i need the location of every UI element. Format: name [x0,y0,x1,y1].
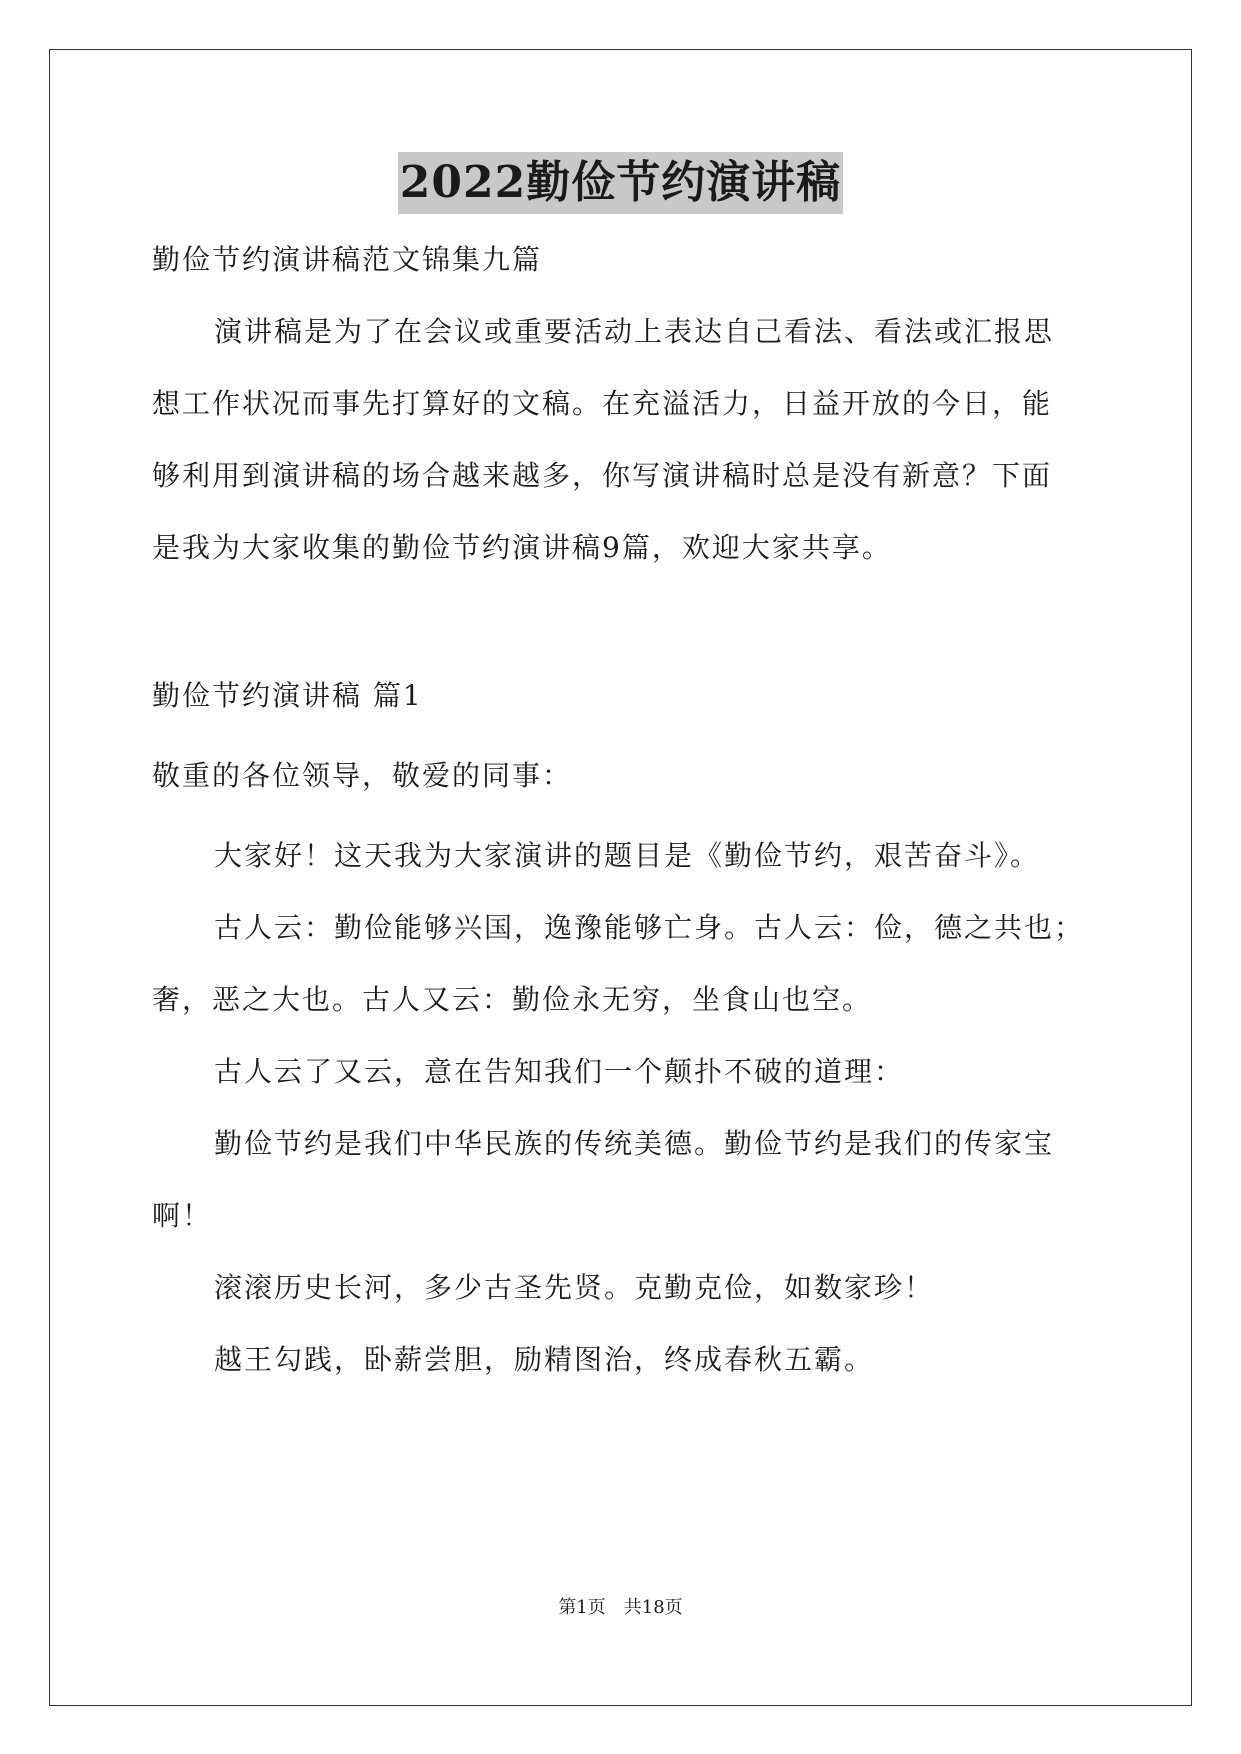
body-line: 古人云：勤俭能够兴国，逸豫能够亡身。古人云：俭，德之共也； [214,911,1085,944]
section-heading: 勤俭节约演讲稿 篇1 [152,679,423,712]
intro-line: 够利用到演讲稿的场合越来越多，你写演讲稿时总是没有新意？下面 [152,459,1053,492]
intro-line: 演讲稿是为了在会议或重要活动上表达自己看法、看法或汇报思 [214,315,1055,348]
page-border [49,49,1192,1706]
page-title: 2022勤俭节约演讲稿 [398,152,843,214]
title-block [0,152,1241,214]
subtitle: 勤俭节约演讲稿范文锦集九篇 [152,243,543,276]
body-line: 勤俭节约是我们中华民族的传统美德。勤俭节约是我们的传家宝 [214,1127,1055,1160]
body-line: 奢，恶之大也。古人又云：勤俭永无穷，坐食山也空。 [152,983,873,1016]
body-line: 滚滚历史长河，多少古圣先贤。克勤克俭，如数家珍！ [214,1271,935,1304]
salutation: 敬重的各位领导，敬爱的同事： [152,759,573,792]
body-line: 古人云了又云，意在告知我们一个颠扑不破的道理： [214,1055,905,1088]
body-line: 啊！ [152,1199,213,1232]
intro-line: 是我为大家收集的勤俭节约演讲稿9篇，欢迎大家共享。 [152,531,892,564]
body-line: 越王勾践，卧薪尝胆，励精图治，终成春秋五霸。 [214,1343,875,1376]
body-line: 大家好！这天我为大家演讲的题目是《勤俭节约，艰苦奋斗》。 [214,839,1041,872]
page-number: 第1页 共18页 [558,1597,683,1618]
intro-line: 想工作状况而事先打算好的文稿。在充溢活力，日益开放的今日，能 [152,387,1053,420]
